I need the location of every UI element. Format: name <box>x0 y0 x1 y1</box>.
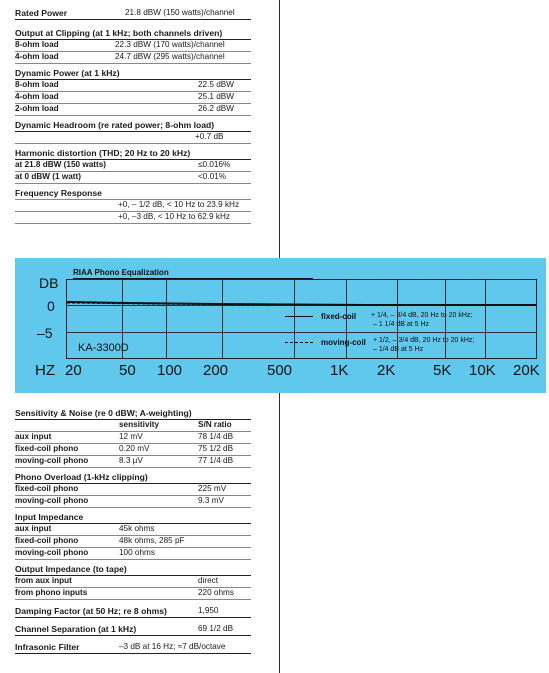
frequency-response-head: Frequency Response <box>15 188 102 198</box>
dynamic-power-value: 25.1 dBW <box>198 92 234 101</box>
thd-value: <0.01% <box>198 172 226 181</box>
frequency-response-row <box>15 212 251 224</box>
output-impedance-value: 220 ohms <box>198 588 234 597</box>
rated-power-row <box>15 8 251 20</box>
x-tick: 20 <box>65 362 82 379</box>
col-sn-ratio: S/N ratio <box>198 420 232 429</box>
x-tick: 5K <box>433 362 452 379</box>
sn-value: 77 1/4 dB <box>198 456 234 465</box>
clipping-value: 24.7 dBW (295 watts)/channel <box>115 52 225 61</box>
dynamic-power-row <box>15 92 251 104</box>
frequency-response-value: +0, – 1/2 dB, < 10 Hz to 23.9 kHz <box>118 200 240 209</box>
legend-moving-coil: moving-coil <box>321 338 366 347</box>
input-impedance-label: aux input <box>15 524 52 533</box>
x-tick: 200 <box>203 362 229 379</box>
input-impedance-row <box>15 548 251 560</box>
y-label-zero: 0 <box>47 298 55 314</box>
sensitivity-label: moving-coil phono <box>15 456 89 465</box>
sensitivity-head: Sensitivity & Noise (re 0 dBW; A-weighting) <box>15 408 251 420</box>
input-impedance-label: fixed-coil phono <box>15 536 79 545</box>
dynamic-power-value: 22.5 dBW <box>198 80 234 89</box>
dynamic-power-value: 26.2 dBW <box>198 104 234 113</box>
sensitivity-value: 12 mV <box>119 432 143 441</box>
infrasonic-row <box>15 642 251 654</box>
input-impedance-value: 45k ohms <box>119 524 155 533</box>
legend-fixed-coil-spec-2: – 1 1/4 dB at 5 Hz <box>373 321 430 328</box>
clipping-head: Output at Clipping (at 1 kHz; both channels driven) <box>15 28 251 40</box>
dynamic-power-head: Dynamic Power (at 1 kHz) <box>15 68 251 80</box>
dynamic-power-row <box>15 80 251 92</box>
sensitivity-row <box>15 432 251 444</box>
thd-head: Harmonic distortion (THD; 20 Hz to 20 kHz) <box>15 148 251 160</box>
sensitivity-value: 8.3 µV <box>119 456 143 465</box>
input-impedance-head: Input Impedance <box>15 512 251 524</box>
x-tick: 100 <box>157 362 183 379</box>
sensitivity-value: 0.20 mV <box>119 444 150 453</box>
clipping-label: 4-ohm load <box>15 52 59 61</box>
sensitivity-columns <box>15 420 251 432</box>
legend-moving-coil-spec-1: + 1/2, – 3/4 dB, 20 Hz to 20 kHz; <box>373 337 475 344</box>
legend-dashed-line <box>285 342 313 343</box>
y-label-minus-five: –5 <box>37 325 53 341</box>
riaa-equalization-graph <box>15 258 546 393</box>
x-tick: 10K <box>469 362 496 379</box>
damping-value: 1,950 <box>198 606 219 615</box>
sn-value: 75 1/2 dB <box>198 444 234 453</box>
x-tick: 50 <box>119 362 136 379</box>
input-impedance-label: moving-coil phono <box>15 548 89 557</box>
separation-label: Channel Separation (at 1 kHz) <box>15 624 137 634</box>
rated-power-value: 21.8 dBW (150 watts)/channel <box>125 8 235 17</box>
model-label: KA-3300D <box>78 342 129 354</box>
overload-head: Phono Overload (1-kHz clipping) <box>15 472 251 484</box>
legend-fixed-coil: fixed-coil <box>321 312 357 321</box>
x-tick: 2K <box>377 362 396 379</box>
graph-title: RIAA Phono Equalization <box>73 268 169 277</box>
damping-label: Damping Factor (at 50 Hz; re 8 ohms) <box>15 606 167 616</box>
clipping-row <box>15 52 251 64</box>
preamp-spec-table <box>15 405 251 654</box>
dynamic-power-label: 4-ohm load <box>15 92 59 101</box>
x-tick: 20K <box>513 362 540 379</box>
output-impedance-label: from aux input <box>15 576 72 585</box>
x-tick: 500 <box>267 362 293 379</box>
x-tick: 1K <box>330 362 349 379</box>
separation-row <box>15 624 251 636</box>
rated-power-label: Rated Power <box>15 8 68 18</box>
frequency-response-row <box>15 199 251 212</box>
input-impedance-row <box>15 524 251 536</box>
separation-value: 69 1/2 dB <box>198 624 234 633</box>
legend-moving-coil-spec-2: – 1/4 dB at 5 Hz <box>373 346 424 353</box>
output-impedance-row <box>15 576 251 588</box>
input-impedance-row <box>15 536 251 548</box>
frequency-response-value: +0, –3 dB, < 10 Hz to 62.9 kHz <box>118 212 230 221</box>
dynamic-power-label: 8-ohm load <box>15 80 59 89</box>
dynamic-power-row <box>15 104 251 116</box>
overload-value: 225 mV <box>198 484 227 493</box>
thd-value: ≤0.016% <box>198 160 231 169</box>
damping-row <box>15 606 251 618</box>
clipping-row <box>15 40 251 52</box>
thd-row <box>15 172 251 184</box>
thd-label: at 21.8 dBW (150 watts) <box>15 160 106 169</box>
thd-row <box>15 160 251 172</box>
overload-value: 9.3 mV <box>198 496 224 505</box>
col-sensitivity: sensitivity <box>119 420 160 429</box>
amplifier-spec-table <box>15 8 251 224</box>
infrasonic-value: –3 dB at 16 Hz; ≈7 dB/octave <box>119 642 226 651</box>
sensitivity-label: fixed-coil phono <box>15 444 79 453</box>
sensitivity-row <box>15 456 251 468</box>
clipping-label: 8-ohm load <box>15 40 59 49</box>
overload-label: moving-coil phono <box>15 496 89 505</box>
output-impedance-head: Output Impedance (to tape) <box>15 564 251 576</box>
output-impedance-label: from phono inputs <box>15 588 88 597</box>
input-impedance-value: 48k ohms, 285 pF <box>119 536 185 545</box>
dynamic-headroom-value: +0.7 dB <box>195 132 224 141</box>
overload-label: fixed-coil phono <box>15 484 79 493</box>
output-impedance-row <box>15 588 251 600</box>
legend-fixed-coil-spec-1: + 1/4, – 3/4 dB, 20 Hz to 20 kHz; <box>371 312 473 319</box>
sensitivity-label: aux input <box>15 432 52 441</box>
dynamic-power-label: 2-ohm load <box>15 104 59 113</box>
input-impedance-value: 100 ohms <box>119 548 155 557</box>
sn-value: 78 1/4 dB <box>198 432 234 441</box>
thd-label: at 0 dBW (1 watt) <box>15 172 81 181</box>
sensitivity-row <box>15 444 251 456</box>
clipping-value: 22.3 dBW (170 watts)/channel <box>115 40 225 49</box>
output-impedance-value: direct <box>198 576 219 585</box>
infrasonic-label: Infrasonic Filter <box>15 642 80 652</box>
legend-solid-line <box>285 316 313 317</box>
overload-row <box>15 496 251 508</box>
overload-row <box>15 484 251 496</box>
x-axis-prefix: HZ <box>35 362 55 379</box>
dynamic-headroom-row <box>15 132 251 144</box>
y-label-db: DB <box>39 275 59 291</box>
dynamic-headroom-head: Dynamic Headroom (re rated power; 8-ohm load) <box>15 120 251 132</box>
